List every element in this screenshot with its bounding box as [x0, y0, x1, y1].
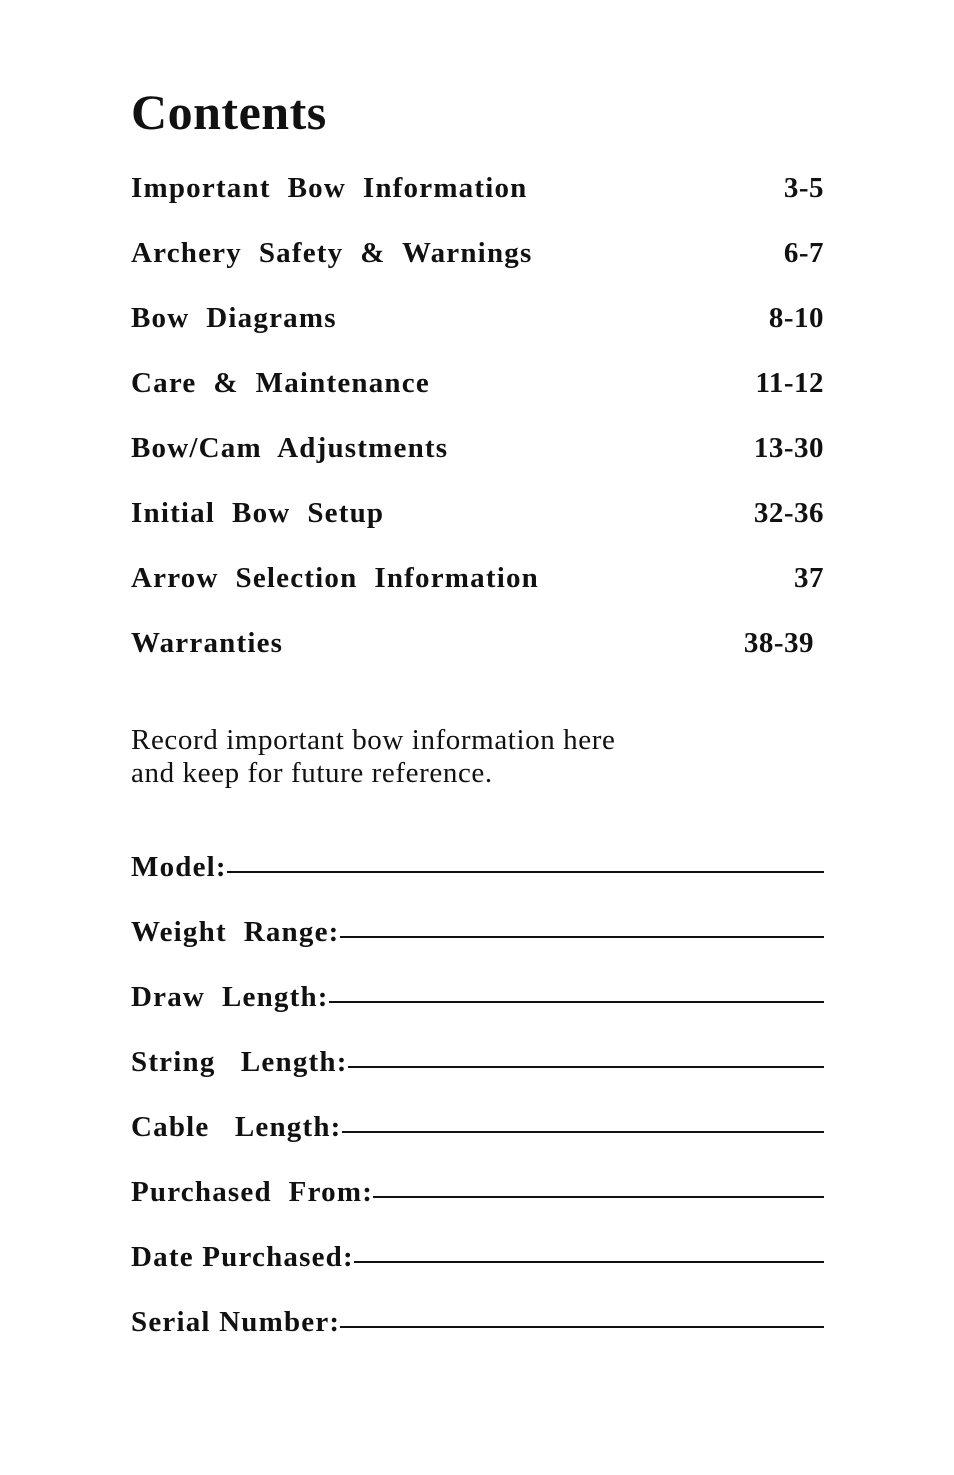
- field-label: Date Purchased:: [131, 1241, 354, 1273]
- field-label: Weight Range:: [131, 916, 340, 948]
- record-instructions-line-1: Record important bow information here: [131, 724, 616, 756]
- field-blank-line: [354, 1261, 824, 1263]
- field-blank-line: [227, 871, 824, 873]
- toc-entry-initial-bow-setup: [131, 495, 824, 560]
- page-title: Contents: [131, 84, 327, 140]
- toc-entry-pages: 32-36: [753, 497, 824, 529]
- record-instructions: [131, 724, 824, 790]
- toc-entry-bow-diagrams: [131, 300, 824, 365]
- field-model: [131, 820, 824, 885]
- field-blank-line: [342, 1131, 824, 1133]
- field-cable-length: [131, 1080, 824, 1145]
- toc-entry-bow-cam-adjustments: [131, 430, 824, 495]
- table-of-contents: [131, 170, 824, 690]
- record-instructions-line-2: and keep for future reference.: [131, 757, 493, 789]
- toc-entry-label: Archery Safety & Warnings: [131, 237, 533, 269]
- field-draw-length: [131, 950, 824, 1015]
- field-date-purchased: [131, 1210, 824, 1275]
- toc-entry-pages: 13-30: [753, 432, 824, 464]
- field-label: Purchased From:: [131, 1176, 374, 1208]
- toc-entry-archery-safety: [131, 235, 824, 300]
- toc-entry-pages: 6-7: [783, 237, 824, 269]
- toc-entry-label: Warranties: [131, 627, 284, 659]
- field-label: Model:: [131, 851, 227, 883]
- toc-entry-label: Important Bow Information: [131, 172, 528, 204]
- field-blank-line: [340, 1326, 824, 1328]
- field-label: Serial Number:: [131, 1306, 341, 1338]
- toc-entry-label: Bow Diagrams: [131, 302, 337, 334]
- toc-entry-label: Arrow Selection Information: [131, 562, 539, 594]
- field-label: Cable Length:: [131, 1111, 342, 1143]
- toc-entry-warranties: [131, 625, 824, 690]
- field-blank-line: [340, 936, 824, 938]
- toc-entry-pages: 3-5: [783, 172, 824, 204]
- field-string-length: [131, 1015, 824, 1080]
- bow-info-form: [131, 820, 824, 1340]
- field-blank-line: [373, 1196, 824, 1198]
- field-blank-line: [348, 1066, 824, 1068]
- field-blank-line: [329, 1001, 824, 1003]
- field-label: Draw Length:: [131, 981, 329, 1013]
- field-purchased-from: [131, 1145, 824, 1210]
- field-weight-range: [131, 885, 824, 950]
- toc-entry-label: Bow/Cam Adjustments: [131, 432, 449, 464]
- toc-entry-pages: 8-10: [768, 302, 824, 334]
- toc-entry-arrow-selection: [131, 560, 824, 625]
- toc-entry-important-bow-information: [131, 170, 824, 235]
- field-label: String Length:: [131, 1046, 348, 1078]
- field-serial-number: [131, 1275, 824, 1340]
- toc-entry-pages: 38-39: [743, 627, 814, 659]
- toc-entry-label: Initial Bow Setup: [131, 497, 385, 529]
- toc-entry-pages: 11-12: [755, 367, 824, 399]
- toc-entry-pages: 37: [794, 562, 824, 594]
- toc-entry-care-maintenance: [131, 365, 824, 430]
- toc-entry-label: Care & Maintenance: [131, 367, 430, 399]
